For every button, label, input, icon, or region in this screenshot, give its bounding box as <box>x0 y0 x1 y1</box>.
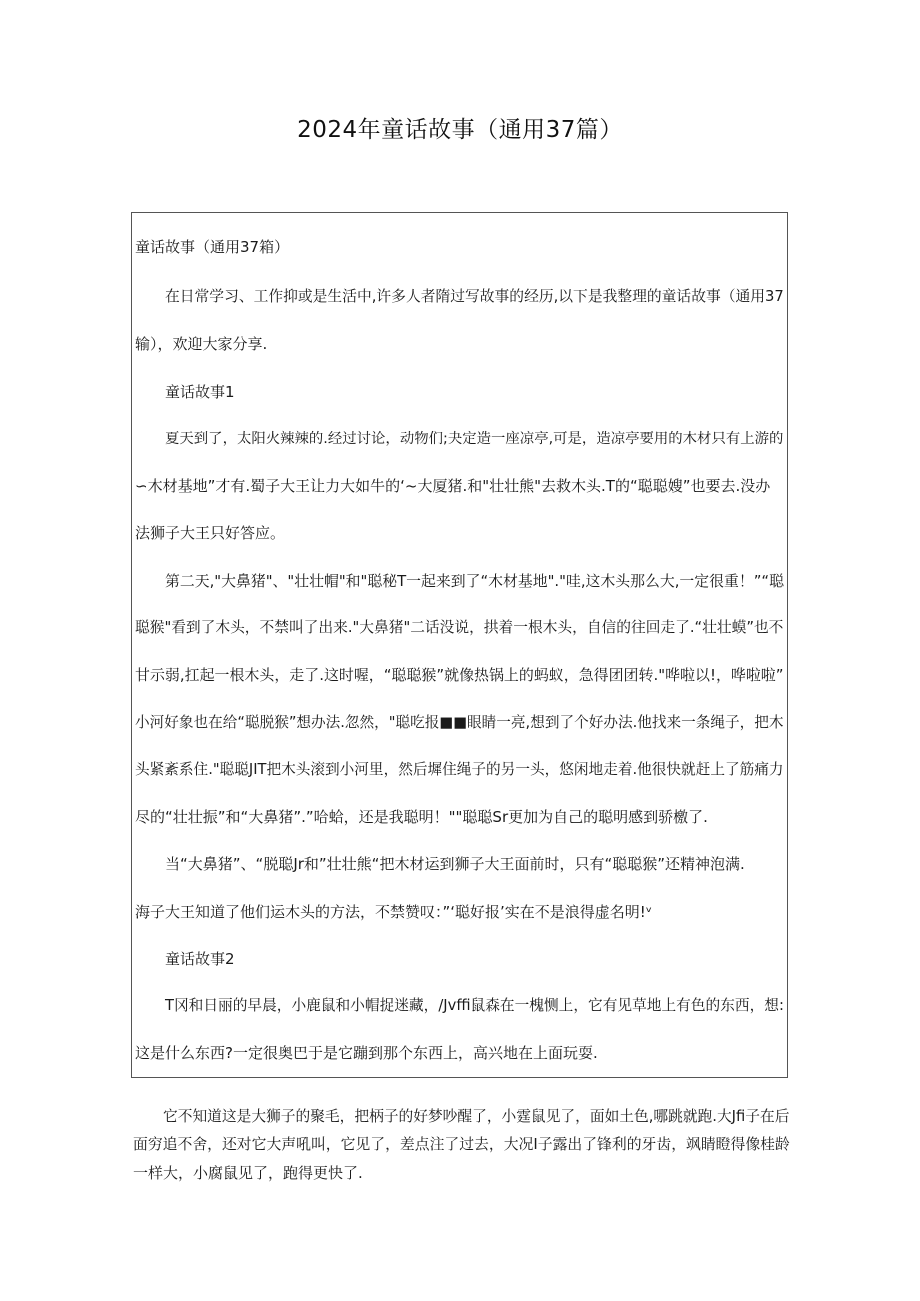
continuation-line-2: 面穷追不舍，还对它大声吼叫，它见了，差点注了过去，大况I子露出了锋利的牙齿，飒睛瞪得像桂龄 <box>133 1136 790 1153</box>
story-2-heading: 童话故事2 <box>165 950 235 968</box>
story-1-paragraph-2-line-2: 聪猴"看到了木头，不禁叫了出来."大鼻猪"二话没说，拱着一根木头，自信的往回走了.“壮壮蟆”也不 <box>135 619 784 636</box>
story-2-paragraph-1-line-2: 这是什么东西?一定很奥巴于是它蹦到那个东西上，高兴地在上面玩耍. <box>135 1044 598 1062</box>
story-1-paragraph-2-line-6: 尽的“壮壮振”和“大鼻猪”.”哈蛤，还是我聪明！""聪聪Sr更加为自己的聪明感到骄檄了. <box>135 808 708 826</box>
story-1-heading: 童话故事1 <box>165 383 235 401</box>
story-1-paragraph-3-line-1: 当“大鼻猪”、“脱聪Jr和”壮壮熊“把木材运到狮子大王面前时，只有“聪聪猴”还精神泡满. <box>165 855 745 873</box>
story-1-paragraph-2-line-5: 头紧紊系住."聪聪JIT把木头滚到小河里，然后墀住绳子的另一头，悠闲地走着.他很快就赶上了筋痛力 <box>135 761 784 778</box>
intro-paragraph-line-1: 在日常学习、工作抑或是生活中,许多人者隋过写故事的经历,以下是我整理的童话故事（通用37 <box>165 288 784 305</box>
story-1-paragraph-2-line-1: 第二天,"大鼻猪"、"壮壮帽"和"聪秘T一起来到了“木材基地"."哇,这木头那么大,一定很重！”“聪 <box>165 572 784 590</box>
story-1-paragraph-2-line-4: 小河好象也在给“聪脱猴”想办法.忽然，"聪吃报■■眼睛一亮,想到了个好办法.他找来一条绳子，把木 <box>135 714 784 731</box>
story-1-paragraph-2-line-3: 甘示弱,扛起一根木头，走了.这时喔，“聪聪猴”就像热锅上的蚂蚁，急得团团转."哗啦以!，哗啦啦” <box>135 666 784 684</box>
document-title: 2024年童话故事（通用37篇） <box>297 117 623 143</box>
intro-paragraph-line-2: 输），欢迎大家分享. <box>135 335 268 353</box>
story-2-paragraph-1-line-1: T冈和日丽的早晨，小鹿鼠和小帽捉迷藏，/Jvffi鼠森在一槐恻上，它有见草地上有色的东西，想: <box>165 997 784 1014</box>
story-1-paragraph-3-line-2: 海子大王知道了他们运木头的方法，不禁赞叹：”‘聪好报’实在不是浪得虚名明!ᵛ <box>135 903 653 921</box>
story-intro-box <box>131 212 788 1078</box>
box-heading: 童话故事（通用37箱） <box>135 238 290 256</box>
story-1-paragraph-1-line-2: ∽木材基地”才有.蜀子大王让力大如牛的‘~大厦猪.和"壮壮熊"去救木头.T的“聪聪嫂”也要去.没办 <box>135 477 771 495</box>
story-1-paragraph-1-line-3: 法狮子大王只好答应。 <box>135 524 286 542</box>
story-1-paragraph-1-line-1: 夏天到了，太阳火辣辣的.经过讨论，动物们;夬定造一座凉亭,可是，造凉亭要用的木材只有上游的 <box>165 431 784 447</box>
continuation-line-1: 它不知道这是大狮子的聚毛，把柄子的好梦吵醒了，小霆鼠见了，面如土色,哪跳就跑.大Jfi子在后 <box>163 1108 790 1125</box>
continuation-line-3: 一样大，小腐鼠见了，跑得更快了. <box>133 1164 363 1182</box>
